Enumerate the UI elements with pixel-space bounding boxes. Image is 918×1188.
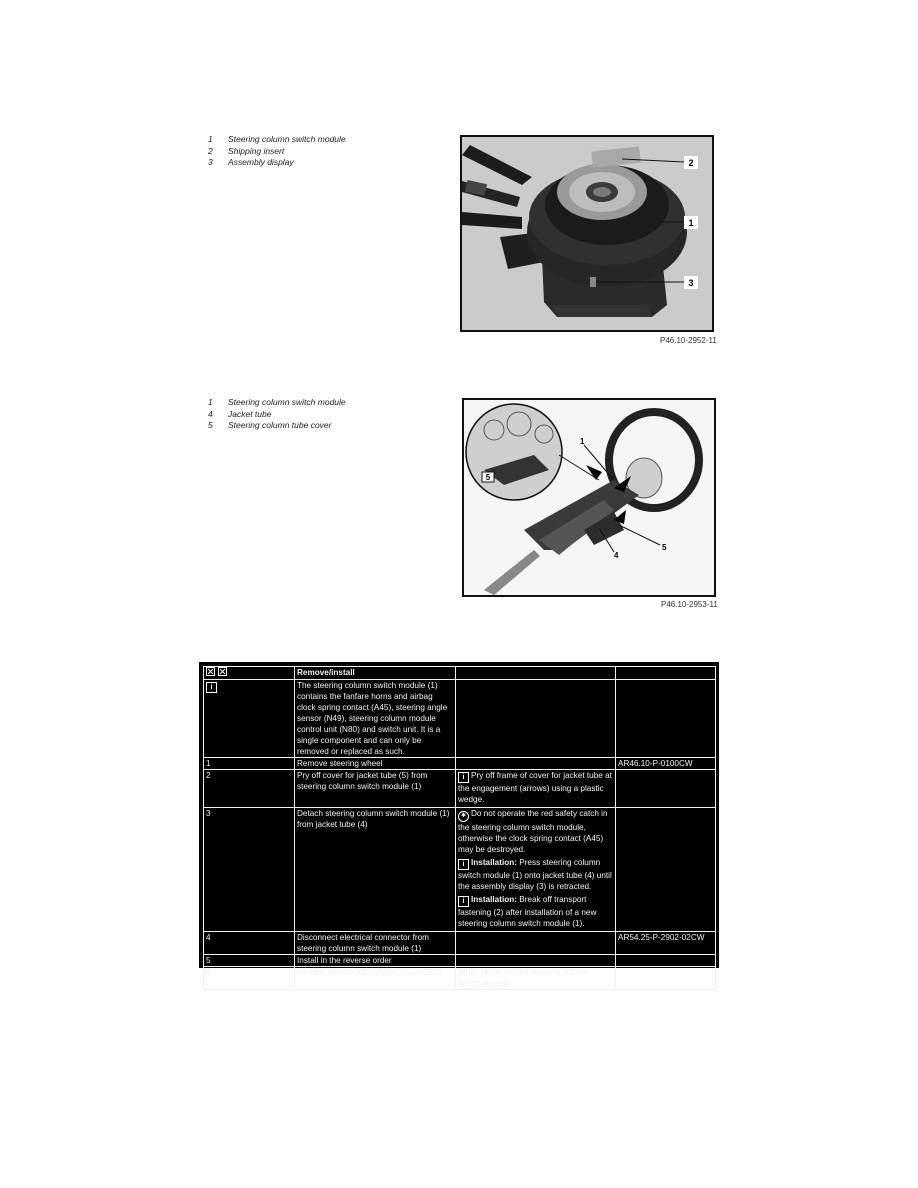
table-header-row: [204, 667, 716, 680]
step-number: 4: [204, 932, 295, 955]
step-notes: When replacing the steering column switch module: [456, 967, 616, 990]
step-reference-link[interactable]: AR46.10-P-0100CW: [616, 758, 716, 770]
callout-label: 2: [688, 158, 694, 168]
figure2-photo: [462, 398, 716, 597]
info-icon: i: [458, 772, 469, 783]
note: ✱ Do not operate the red safety catch in the steering column switch module, otherwise the clock spring contact (A45) may be destroyed.: [458, 809, 608, 854]
callout-label: 1: [688, 218, 694, 228]
step-reference-link[interactable]: AR54.25-P-2902-02CW: [616, 932, 716, 955]
step-number: 6: [204, 967, 295, 990]
callout-label: 5: [662, 543, 667, 552]
callout-label: 3: [688, 278, 694, 288]
remove-icon: [206, 667, 215, 676]
figure2-legend: [208, 397, 346, 432]
table-row: [204, 967, 716, 990]
table-row: [204, 770, 716, 808]
legend-item: 1 Steering column switch module: [208, 397, 346, 407]
steering-column-switch-module-illustration: [462, 137, 712, 330]
legend-item: 4 Jacket tube: [208, 408, 272, 419]
note: i Installation: Break off transport fastening (2) after installation of a new steering column switch module (1).: [458, 895, 597, 928]
table-row: [204, 680, 716, 758]
step-number: 3: [204, 808, 295, 932]
step-number: 5: [204, 955, 295, 967]
step-action: Disconnect electrical connector from steering column switch module (1): [295, 932, 456, 955]
step-number: 1: [204, 758, 295, 770]
intro-text: The steering column switch module (1) contains the fanfare horns and airbag clock spring contact (A45), steering angle sensor (N49), steering column module control unit (N80) and switch unit. It is a single component and can only be removed or replaced as such.: [295, 680, 456, 758]
procedure-table: [199, 662, 719, 988]
step-number: 2: [204, 770, 295, 808]
table-row: [204, 758, 716, 770]
info-icon: i: [458, 896, 469, 907]
info-icon: i: [458, 859, 469, 870]
step-action: Detach steering column switch module (1) from jacket tube (4): [295, 808, 456, 932]
figure2-caption: P46.10-2953-11: [661, 600, 718, 609]
step-action: Install in the reverse order: [295, 955, 456, 967]
header-icons: [204, 667, 295, 680]
warning-icon: ✱: [458, 811, 469, 822]
legend-item: 5 Steering column tube cover: [208, 420, 332, 430]
note: i Installation: Press steering column switch module (1) onto jacket tube (4) until the assembly display (3) is retracted.: [458, 858, 612, 891]
table-row: [204, 955, 716, 967]
legend-item: 1 Steering column switch module: [208, 134, 346, 144]
step-action: Pry off cover for jacket tube (5) from steering column switch module (1): [295, 770, 456, 808]
procedure-grid: [203, 666, 716, 990]
figure1-caption: P46.10-2952-11: [660, 336, 717, 345]
step-action: Remove steering wheel: [295, 758, 456, 770]
info-icon: i: [206, 682, 217, 693]
legend-item: 3 Assembly display: [208, 157, 294, 167]
figure1-photo: [460, 135, 714, 332]
callout-label: 4: [614, 551, 619, 560]
table-row: [204, 808, 716, 932]
callout-label: 5: [485, 473, 491, 482]
step-action: Perform startup with STAR DIAGNOSIS.: [295, 967, 456, 990]
jacket-tube-illustration: [464, 400, 714, 595]
note: i Pry off frame of cover for jacket tube at the engagement (arrows) using a plastic wedge.: [458, 771, 612, 804]
install-icon: [218, 667, 227, 676]
header-empty: [616, 667, 716, 680]
step-notes: [456, 808, 616, 932]
table-row: [204, 932, 716, 955]
figure1-legend: [208, 134, 346, 169]
header-title: Remove/install: [295, 667, 456, 680]
callout-label: 1: [580, 437, 585, 446]
legend-item: 2 Shipping insert: [208, 145, 285, 156]
header-empty: [456, 667, 616, 680]
step-notes: [456, 770, 616, 808]
